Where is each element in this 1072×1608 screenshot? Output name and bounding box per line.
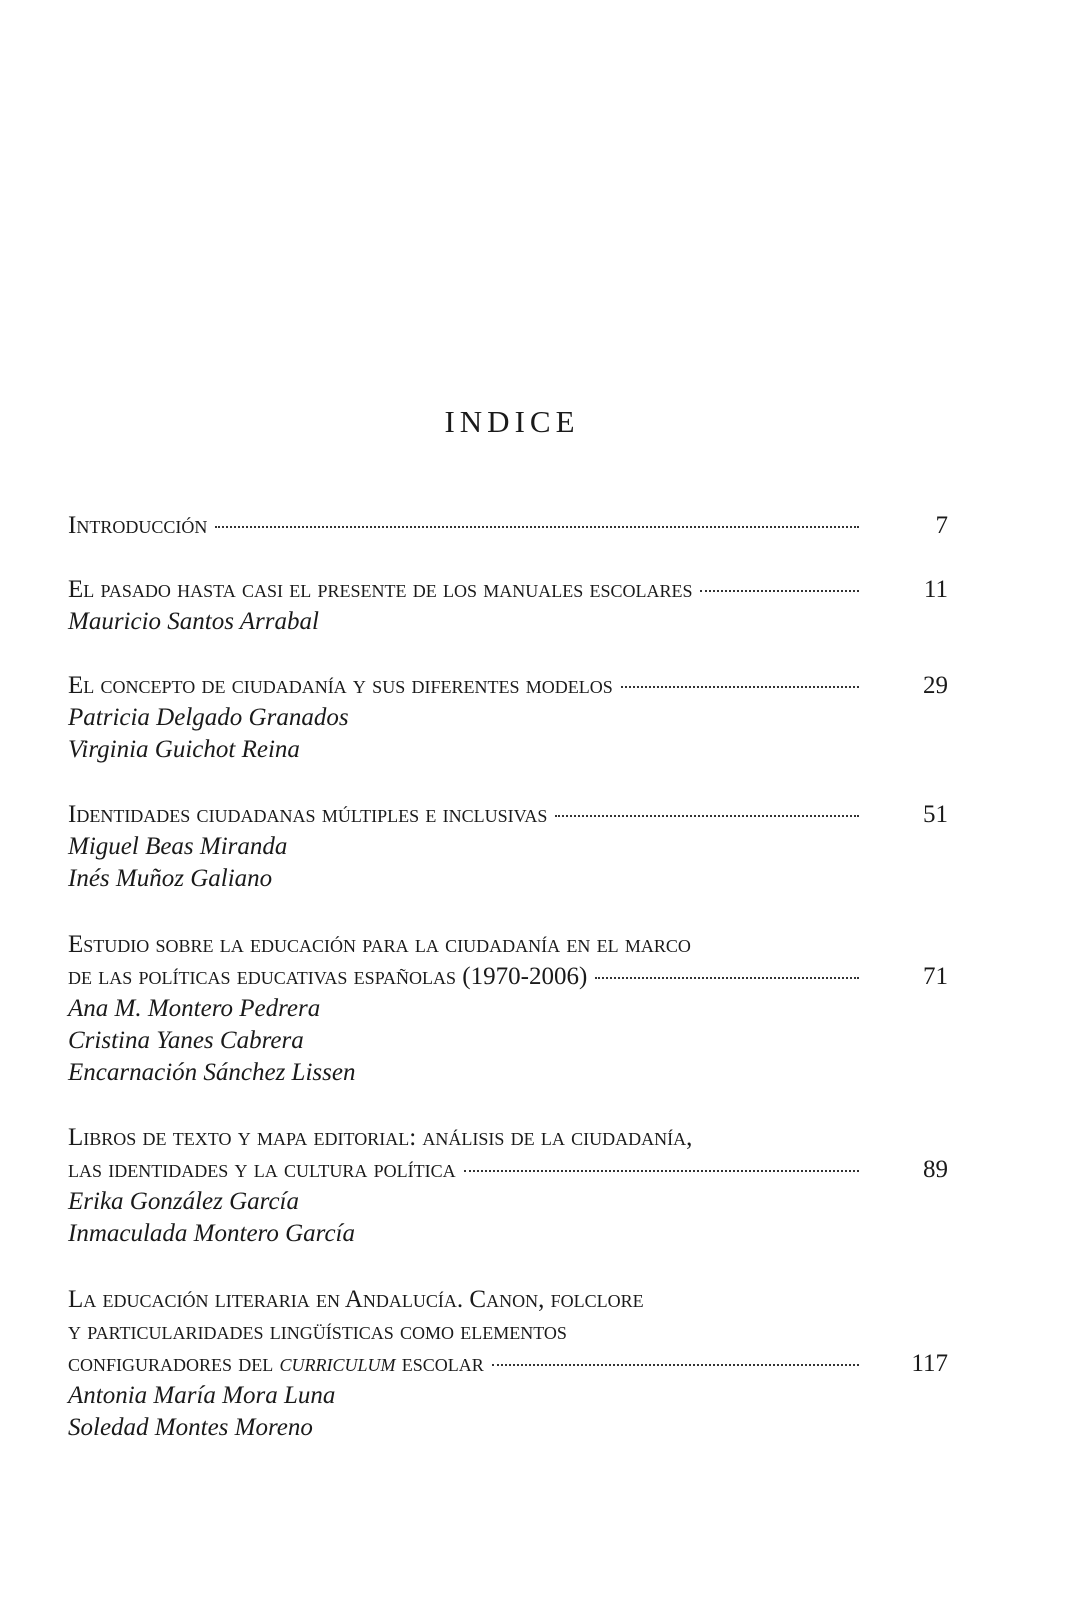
entry-title-text: Introducción [68, 512, 208, 539]
entry-author: Ana M. Montero Pedrera [68, 995, 321, 1022]
entry-title-text: las identidades y la cultura política [68, 1156, 456, 1183]
entry-author: Cristina Yanes Cabrera [68, 1027, 304, 1054]
dot-leader [621, 686, 859, 688]
page-number: 117 [911, 1350, 948, 1377]
page-number: 71 [923, 963, 948, 990]
toc-entry[interactable] [68, 929, 948, 1089]
toc-entry[interactable] [68, 670, 948, 766]
entry-title-line: Libros de texto y mapa editorial: análisis de la ciudadanía, [68, 1124, 693, 1151]
entry-title [68, 961, 863, 993]
entry-author: Encarnación Sánchez Lissen [68, 1059, 356, 1086]
dot-leader [555, 815, 859, 817]
entry-author: Antonia María Mora Luna [68, 1382, 336, 1409]
entry-author: Erika González García [68, 1188, 299, 1215]
entry-title-text: configuradores del curriculum escolar [68, 1350, 484, 1377]
entry-author: Inmaculada Montero García [68, 1220, 355, 1247]
entry-title [68, 510, 863, 542]
entry-author: Soledad Montes Moreno [68, 1414, 313, 1441]
entry-title-text: Identidades ciudadanas múltiples e inclusivas [68, 801, 548, 828]
toc-entry[interactable] [68, 1284, 948, 1444]
entry-author: Inés Muñoz Galiano [68, 865, 273, 892]
entry-author: Miguel Beas Miranda [68, 833, 288, 860]
toc-entry[interactable] [68, 510, 948, 542]
entry-title [68, 1154, 863, 1186]
toc-entry[interactable] [68, 1122, 948, 1250]
entry-title-line: La educación literaria en Andalucía. Canon, folclore [68, 1286, 644, 1313]
page-number: 7 [935, 512, 948, 539]
entry-title-text: de las políticas educativas españolas (1970-2006) [68, 963, 588, 990]
dot-leader [492, 1364, 859, 1366]
entry-title [68, 1348, 863, 1380]
entry-author: Patricia Delgado Granados [68, 704, 349, 731]
entry-author: Mauricio Santos Arrabal [68, 608, 319, 635]
page-number: 51 [923, 801, 948, 828]
entry-title-line: Estudio sobre la educación para la ciudadanía en el marco [68, 931, 691, 958]
entry-title-text: El concepto de ciudadanía y sus diferentes modelos [68, 672, 613, 699]
toc-entry[interactable] [68, 574, 948, 638]
page-number: 29 [923, 672, 948, 699]
page-number: 89 [923, 1156, 948, 1183]
entry-title [68, 670, 863, 702]
toc-entry[interactable] [68, 799, 948, 895]
page-title: INDICE [444, 403, 580, 439]
entry-title [68, 799, 863, 831]
dot-leader [700, 590, 859, 592]
dot-leader [464, 1170, 859, 1172]
page-number: 11 [923, 576, 948, 603]
entry-title-text: El pasado hasta casi el presente de los manuales escolares [68, 576, 693, 603]
entry-author: Virginia Guichot Reina [68, 736, 300, 763]
dot-leader [595, 977, 859, 979]
entry-title-line: y particularidades lingüísticas como elementos [68, 1318, 567, 1345]
entry-title [68, 574, 863, 606]
dot-leader [215, 526, 859, 528]
